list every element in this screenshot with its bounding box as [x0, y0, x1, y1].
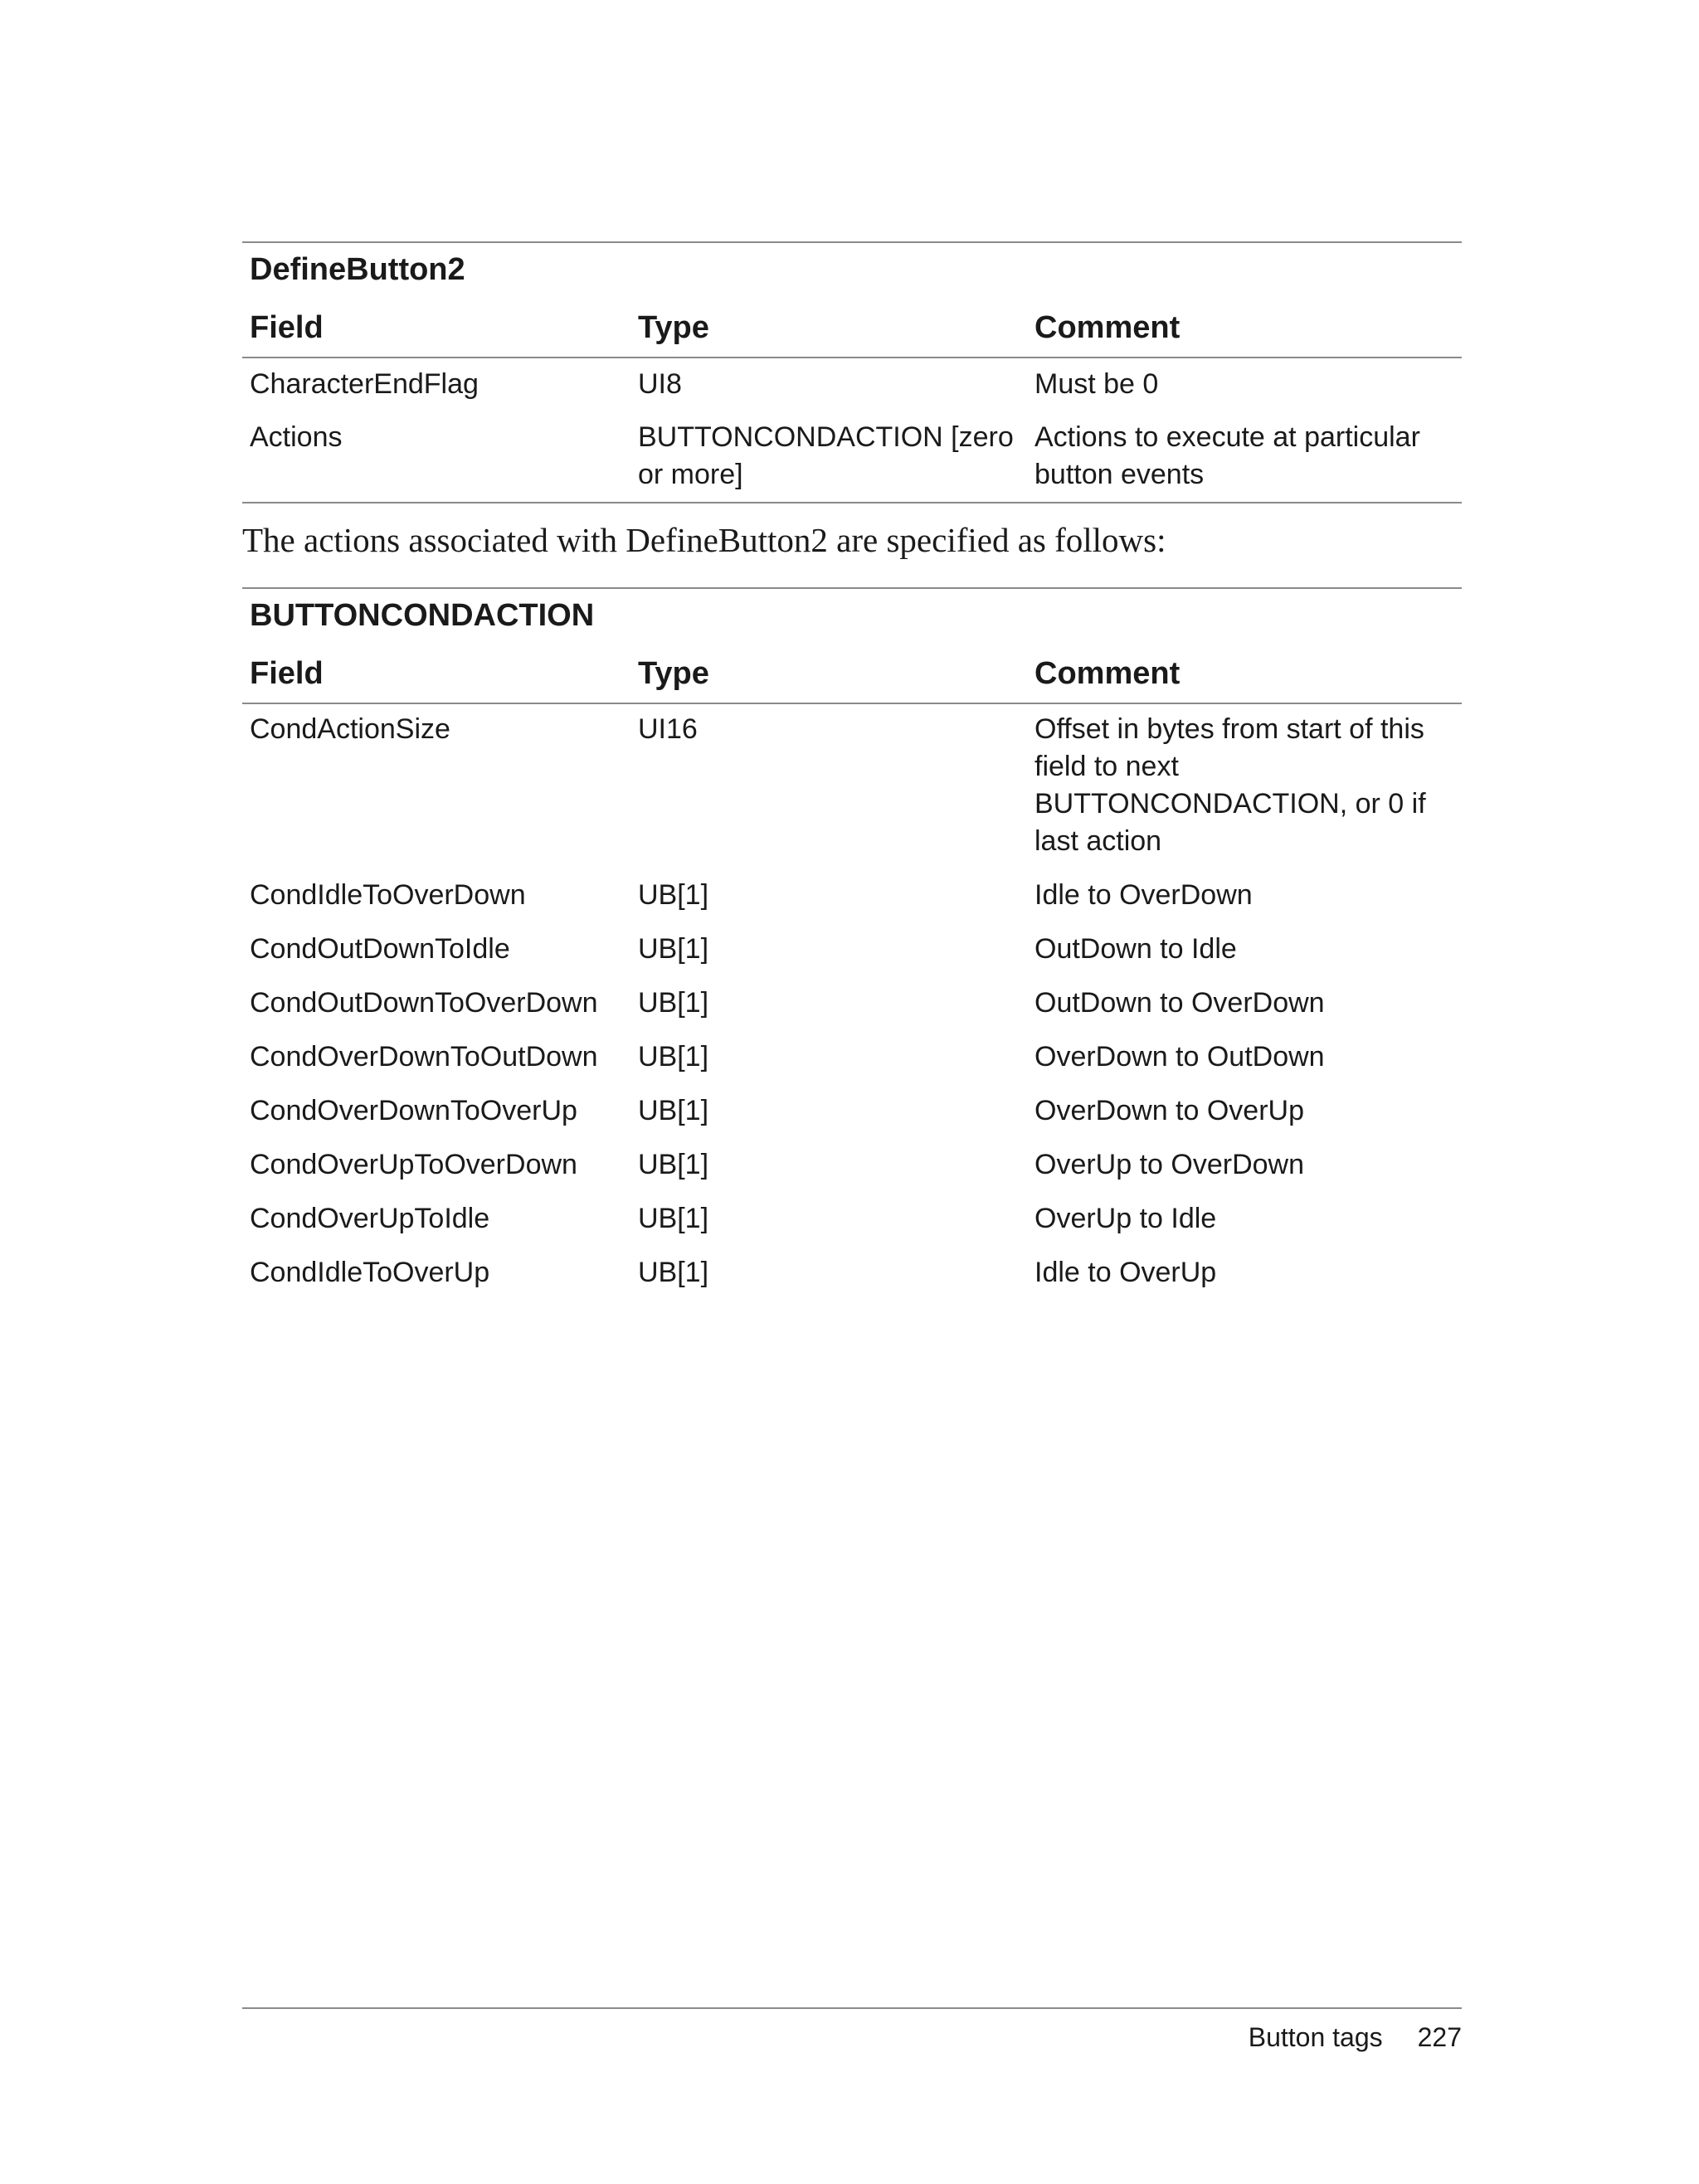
comment-cell: Actions to execute at particular button events — [1034, 421, 1420, 490]
type-cell: UB[1] — [638, 1041, 709, 1073]
comment-cell: OutDown to Idle — [1034, 933, 1237, 965]
table-row — [242, 366, 1462, 403]
column-header-type: Type — [638, 656, 709, 691]
column-header-comment: Comment — [1034, 656, 1181, 691]
type-cell: UB[1] — [638, 1257, 709, 1288]
comment-cell: Must be 0 — [1034, 368, 1159, 400]
table-row — [242, 1146, 1462, 1184]
field-cell: CondOutDownToIdle — [250, 933, 510, 965]
field-cell: CondOverUpToIdle — [250, 1203, 490, 1234]
comment-cell: Idle to OverDown — [1034, 879, 1253, 911]
definebutton2-table — [242, 241, 1462, 503]
field-cell: CondOverDownToOutDown — [250, 1041, 598, 1073]
type-cell: UB[1] — [638, 987, 709, 1019]
comment-cell: Idle to OverUp — [1034, 1257, 1217, 1288]
field-cell: Actions — [250, 421, 343, 453]
type-cell: UI16 — [638, 713, 698, 745]
field-cell: CondIdleToOverDown — [250, 879, 526, 911]
table-top-rule — [242, 587, 1462, 589]
comment-cell: OverDown to OverUp — [1034, 1095, 1304, 1126]
type-cell: UI8 — [638, 368, 682, 400]
table-header-row — [242, 654, 1462, 704]
table-row — [242, 711, 1462, 860]
body-paragraph: The actions associated with DefineButton2 are specified as follows: — [242, 521, 1166, 559]
table-row — [242, 877, 1462, 914]
footer-rule — [242, 2007, 1462, 2009]
table-row — [242, 419, 1462, 494]
type-cell: UB[1] — [638, 1095, 709, 1126]
field-cell: CondOverUpToOverDown — [250, 1149, 577, 1180]
table-bottom-rule — [242, 502, 1462, 503]
type-cell: UB[1] — [638, 1149, 709, 1180]
column-header-field: Field — [250, 310, 324, 345]
comment-cell: OverDown to OutDown — [1034, 1041, 1325, 1073]
table-title: DefineButton2 — [250, 252, 465, 287]
type-cell: UB[1] — [638, 1203, 709, 1234]
table-row — [242, 1092, 1462, 1130]
table-title: BUTTONCONDACTION — [250, 598, 595, 633]
table-row — [242, 1038, 1462, 1076]
type-cell: UB[1] — [638, 933, 709, 965]
table-row — [242, 931, 1462, 968]
table-row — [242, 1254, 1462, 1291]
column-header-type: Type — [638, 310, 709, 345]
table-row — [242, 1200, 1462, 1238]
table-top-rule — [242, 241, 1462, 243]
column-header-field: Field — [250, 656, 324, 691]
footer-section-title: Button tags — [1248, 2022, 1383, 2052]
column-header-comment: Comment — [1034, 310, 1181, 345]
type-cell: UB[1] — [638, 879, 709, 911]
field-cell: CondOverDownToOverUp — [250, 1095, 577, 1126]
comment-cell: OutDown to OverDown — [1034, 987, 1325, 1019]
field-cell: CharacterEndFlag — [250, 368, 479, 400]
type-cell: BUTTONCONDACTION [zero or more] — [638, 421, 1014, 490]
field-cell: CondIdleToOverUp — [250, 1257, 490, 1288]
comment-cell: OverUp to Idle — [1034, 1203, 1217, 1234]
comment-cell: OverUp to OverDown — [1034, 1149, 1304, 1180]
table-row — [242, 985, 1462, 1022]
buttoncondaction-table — [242, 587, 1462, 1291]
table-header-row — [242, 309, 1462, 358]
page-number: 227 — [1417, 2022, 1462, 2052]
page-footer — [1249, 2021, 1462, 2054]
field-cell: CondActionSize — [250, 713, 450, 745]
field-cell: CondOutDownToOverDown — [250, 987, 598, 1019]
comment-cell: Offset in bytes from start of this field to next BUTTONCONDACTION, or 0 if last action — [1034, 713, 1426, 857]
